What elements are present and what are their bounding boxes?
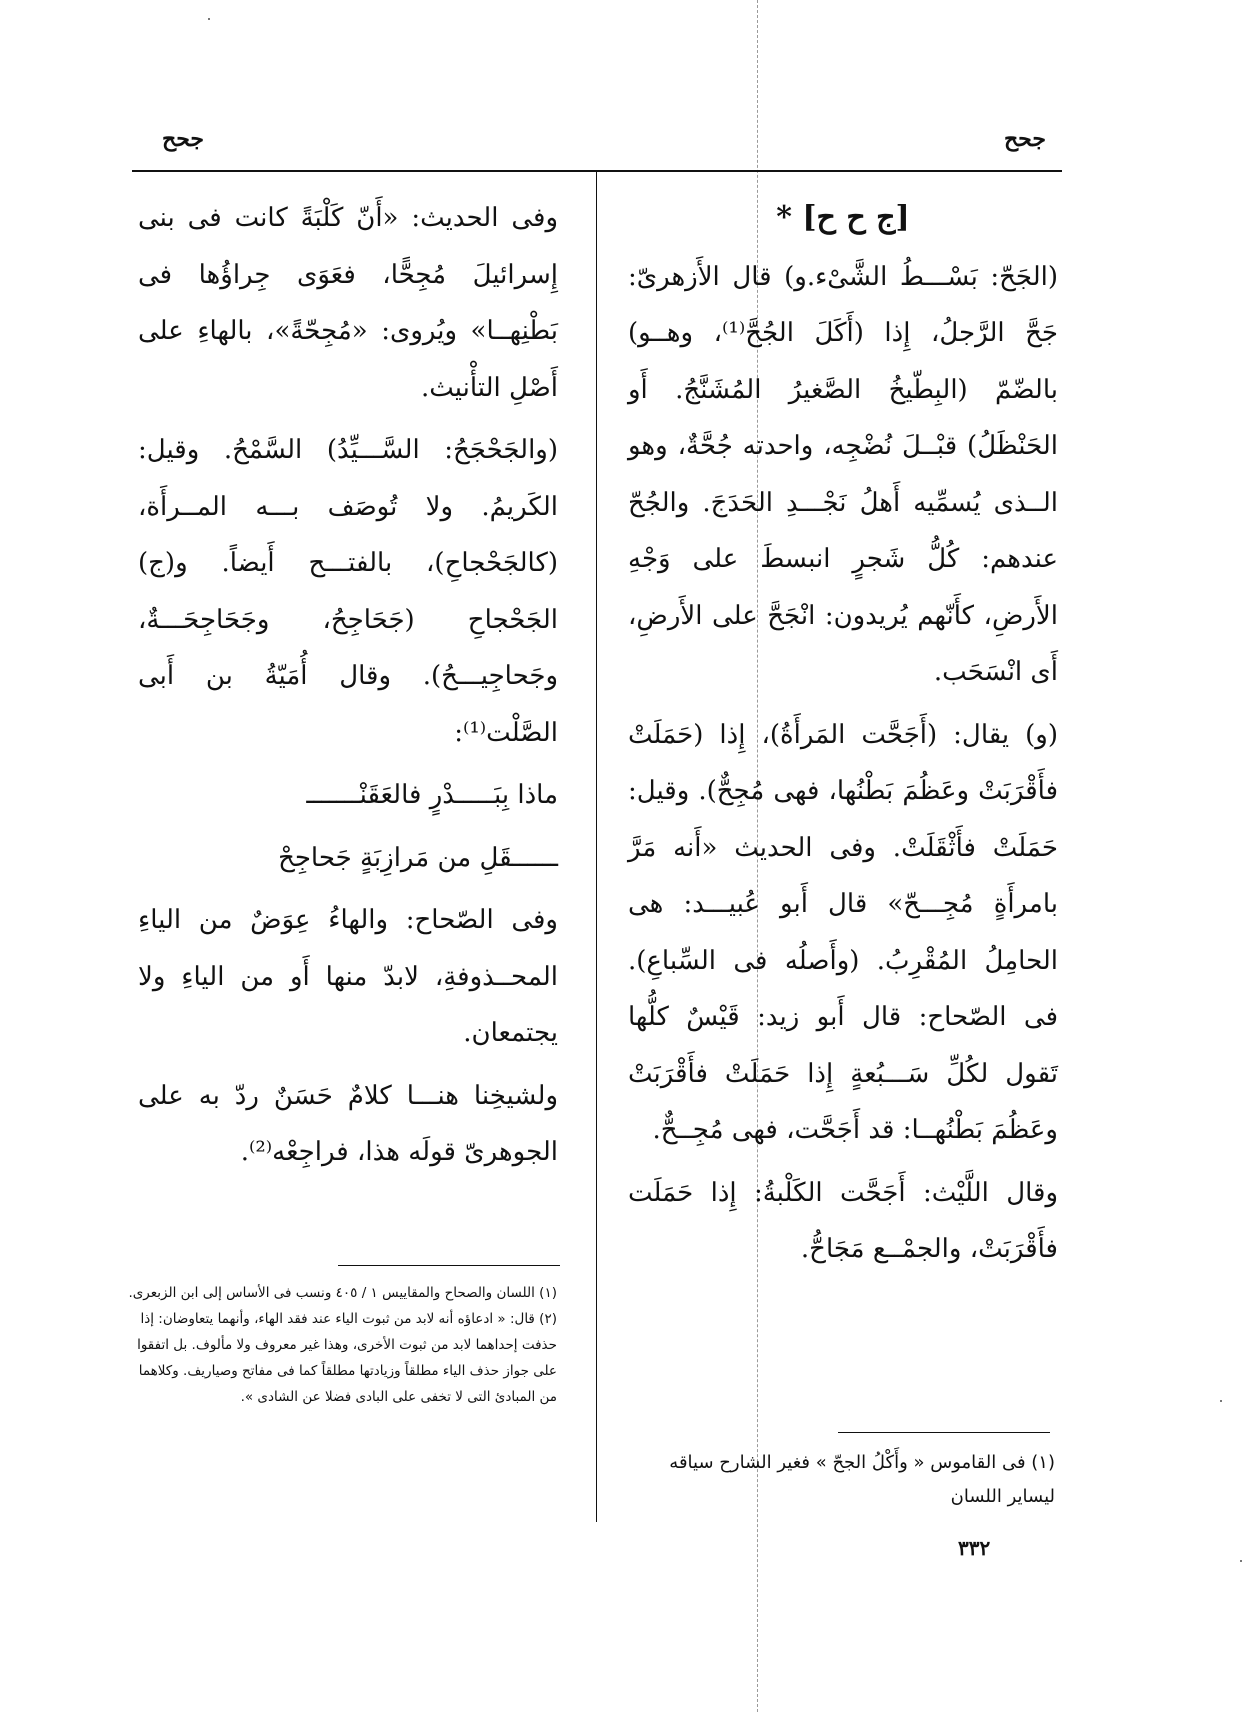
paragraph: (والجَحْجَحُ: السَّـــيِّدُ) السَّمْحُ. وقيل: الكَريمُ. ولا تُوصَف بـــه المــرأَة، (كالجَحْجاحِ)، بالفتـــح أَيضاً. و(ج) الجَحْجاحِ (جَحَاجِحُ، وجَحَاجِحَـــةٌ، وجَحاجِيـــحُ). وقال أُمَيّةُ بن أَبى الصَّلْت⁽¹⁾: (138, 435, 558, 748)
running-head-left: جحح (162, 126, 205, 152)
verse-line: ــــــقَلِ من مَرازِبَةٍ جَحاجِحْ (278, 842, 558, 873)
footnote: (٢) قال: « ادعاؤه أنه لابد من ثبوت الياء عند فقد الهاء، وأنهما يتعاوضان: إذا حذفت إحداهما لابد من ثبوت الأخرى، وهذا غير معروف ولا مألوف. بل اتفقوا على جواز حذف الياء مطلقاً وزيادتها مطلقاً كما فى مفاتح وصياريف. وكلاهما من المبادئ التى لا تخفى على البادى فضلا عن الشادى ». (137, 1311, 557, 1405)
footnote-rule (338, 1265, 560, 1266)
running-head-right: جحح (1003, 126, 1046, 152)
right-column (628, 190, 1058, 1278)
scan-speck (208, 18, 210, 20)
footnote: (١) فى القاموس « وأَكْلُ الجحّ » فغير الشارح سياقه ليساير اللسان (669, 1452, 1055, 1507)
paragraph: وقال اللَّيْث: أَجَحَّت الكَلْبةُ: إِذا حَمَلَت فأَقْرَبَتْ، والجمْــع مَجَاحُّ. (628, 1177, 1058, 1264)
running-header (132, 118, 1062, 166)
root-title: [ج ح ح] * (776, 200, 910, 235)
header-rule (132, 170, 1062, 172)
left-column (138, 190, 558, 1181)
footnotes-right (630, 1446, 1055, 1514)
footnote-rule (838, 1432, 1050, 1433)
scan-speck (1240, 1560, 1242, 1562)
paragraph: (الجَحّ: بَسْـــطُ الشَّىْء.و) قال الأَزهرىّ: جَحَّ الرَّجلُ، إِذا (أَكَلَ الجُحَّ⁽¹⁾، وهــو) بالضّمّ (البِطّيخُ الصَّغيرُ المُشَنَّجُ. أَو الحَنْظَلُ) قبْــلَ نُضْجِه، واحدته جُحَّةٌ، وهو الــذى يُسمِّيه أَهلُ نَجْـــدِ الحَدَجَ. والجُحّ عندهم: كُلُّ شَجرٍ انبسطَ على وَجْهِ الأَرضِ، كأَنّهم يُريدون: انْجَحَّ على الأَرضِ، أَى انْسَحَب. (628, 261, 1058, 687)
footnotes-left (122, 1280, 557, 1410)
paragraph: وفى الصّحاح: والهاءُ عِوَضٌ من الياءِ المحــذوفةِ، لابدّ منها أَو من الياءِ ولا يجتمعان. (138, 905, 558, 1048)
verse-line: ماذا بِبَـــــدْرٍ فالعَقَنْـــــــ (306, 780, 558, 810)
paragraph: وفى الحديث: «أَنّ كَلْبَةً كانت فى بنى إِسرائيلَ مُجِحًّا، فعَوَى جِراؤُها فى بَطْنِهــا» ويُروى: «مُجِحّةً»، بالهاءِ على أَصْلِ التأْنيث. (138, 203, 558, 403)
page-number: ٣٣٢ (958, 1536, 991, 1560)
paragraph: ولشيخِنا هنـــا كلامٌ حَسَنٌ ردّ به على الجوهرىّ قولَه هذا، فراجِعْه⁽²⁾. (138, 1080, 558, 1167)
paragraph: (و) يقال: (أَجَحَّت المَرأَةُ)، إِذا (حَمَلَتْ فأَقْرَبَتْ وعَظُمَ بَطْنُها، فهى مُجِحٌّ). وقيل: حَمَلَتْ فأَثْقَلَتْ. وفى الحديث «أَنه مَرَّ بامرأَةٍ مُجِـــحّ» قال أَبو عُبيـــد: هى الحامِلُ المُقْرِبُ. (وأَصلُه فى السِّباعِ). فى الصّحاح: قال أَبو زيد: قَيْسٌ كلُّها تَقول لكُلِّ سَـــبُعةٍ إِذا حَمَلَتْ فأَقْرَبَتْ وعَظُمَ بَطْنُهــا: قد أَجَحَّت، فهى مُجِــحٌّ. (628, 719, 1058, 1145)
column-divider (596, 172, 597, 1522)
scan-speck (1220, 1400, 1222, 1402)
footnote: (١) اللسان والصحاح والمقاييس ١ / ٤٠٥ ونسب فى الأساس إلى ابن الزبعرى. (128, 1285, 557, 1301)
